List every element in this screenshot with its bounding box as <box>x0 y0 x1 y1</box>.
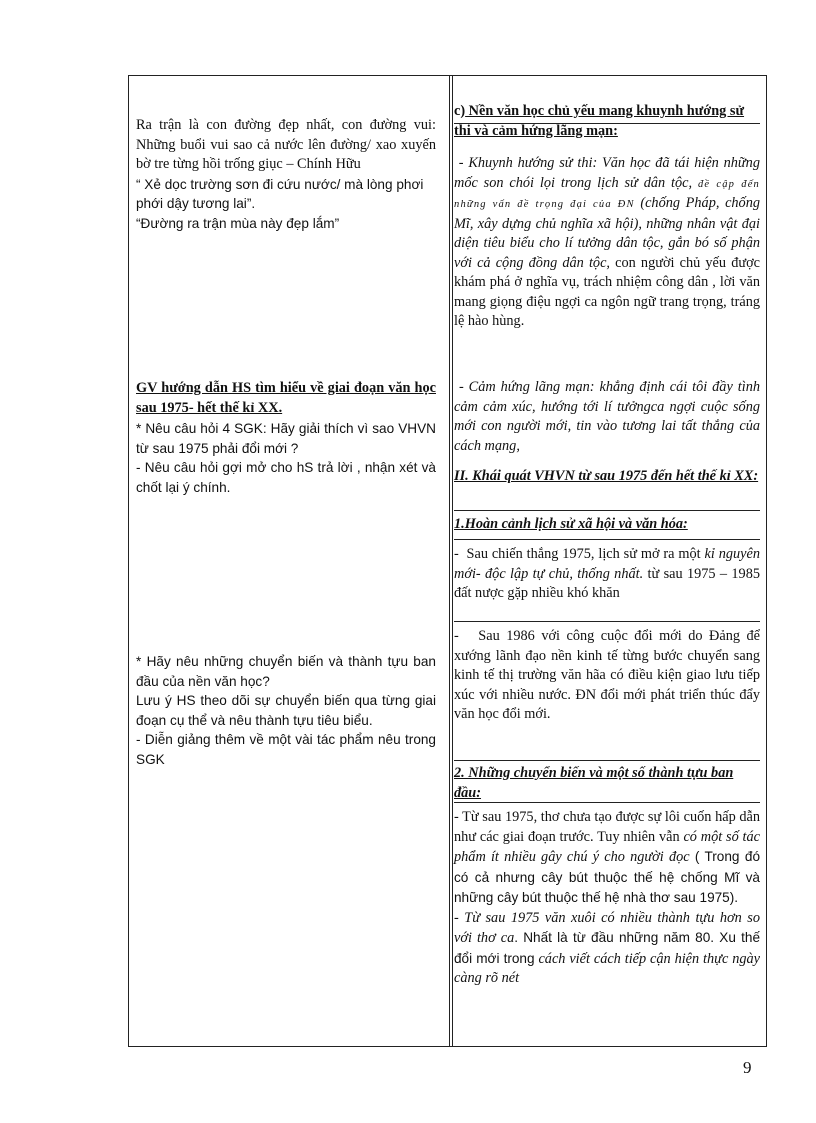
question-line: - Nêu câu hỏi gợi mở cho hS trả lời , nhận xét và chốt lại ý chính. <box>136 460 436 495</box>
column-divider <box>452 76 453 1046</box>
section-II-heading: II. Khái quát VHVN từ sau 1975 đến hết thế kỉ XX: <box>454 468 759 484</box>
column-divider <box>449 76 450 1046</box>
activity-heading: GV hướng dẫn HS tìm hiểu về giai đoạn văn học sau 1975- hết thế kỉ XX. <box>136 380 436 416</box>
section-rule <box>454 802 760 803</box>
lesson-table <box>128 75 767 1047</box>
romantic-inspiration-paragraph: - Cảm hứng lãng mạn: khẳng định cái tôi đầy tình cảm cảm xúc, hướng tới lí tưởngca ngợi cuộc sống mới con người mới, tin vào tương lai tất thắng của cách mạng, <box>454 379 760 454</box>
heading-underline <box>454 123 760 124</box>
section-rule <box>454 621 760 622</box>
subsection-2-heading: 2. Những chuyển biến và một số thành tựu ban đầu: <box>454 765 734 801</box>
epic-tendency-paragraph: - Khuynh hướng sử thi: Văn học đã tái hiện những mốc son chói lọi trong lịch sử dân tộc, đề cập đến những vấn đề trọng đại của ĐN (chống Pháp, chống Mĩ, xây dựng chủ nghĩa xã hội), những nhân vật đại diện tiêu biểu cho lí tưởng dân tộc, gắn bó số phận với cả cộng đồng dân tộc, con người chủ yếu được khám phá ở nghĩa vụ, trách nhiệm công dân , lời văn mang giọng điệu ngợi ca ngôn ngữ trang trọng, tráng lệ hào hùng. <box>454 155 761 329</box>
section-c-heading: c) Nền văn học chủ yếu mang khuynh hướng sử thi và cảm hứng lãng mạn: <box>454 103 745 139</box>
page-number: 9 <box>743 1058 752 1077</box>
subsection-1-heading: 1.Hoàn cảnh lịch sử xã hội và văn hóa: <box>454 516 688 532</box>
guidance-line: - Diễn giảng thêm về một vài tác phẩm nêu trong SGK <box>136 732 436 767</box>
quote-line: “Đường ra trận mùa này đẹp lắm” <box>136 215 340 231</box>
question-line: * Nêu câu hỏi 4 SGK: Hãy giải thích vì sao VHVN từ sau 1975 phải đổi mới ? <box>136 421 436 456</box>
prose-paragraph: - Từ sau 1975 văn xuôi có nhiều thành tựu hơn so với thơ ca. Nhất là từ đầu những năm 80. Xu thế đổi mới trong cách viết cách tiếp cận hiện thực ngày càng rõ nét <box>454 909 761 986</box>
section-rule <box>454 760 760 761</box>
guidance-line: Lưu ý HS theo dõi sự chuyển biến qua từng giai đoạn cụ thể và nêu thành tựu tiêu biểu. <box>136 693 436 728</box>
activity-guidance <box>136 652 436 769</box>
section-rule <box>454 510 760 511</box>
achievements-paragraph <box>454 808 760 989</box>
guidance-line: * Hãy nêu những chuyển biến và thành tựu ban đầu của nền văn học? <box>136 654 436 689</box>
poetry-paragraph: - Từ sau 1975, thơ chưa tạo được sự lôi cuốn hấp dẫn như các giai đoạn trước. Tuy nhiên vẫn có một số tác phẩm ít nhiều gây chú ý cho người đọc ( Trong đó có cả nhưng cây bút thuộc thế hệ chống Mĩ và những cây bút thuộc thế hệ nhà thơ sau 1975). <box>454 809 761 905</box>
historical-context-paragraph: - Sau chiến thắng 1975, lịch sử mở ra một kỉ nguyên mới- độc lập tự chủ, thống nhất. từ sau 1975 – 1985 đất nược gặp nhiều khó khăn <box>454 546 760 601</box>
quote-line: Ra trận là con đường đẹp nhất, con đường vui: Những buổi vui sao cả nước lên đường/ xao xuyến bờ tre từng hồi trống giục – Chính Hữu <box>136 117 436 172</box>
quote-line: “ Xẻ dọc trường sơn đi cứu nước/ mà lòng phơi phới dậy tương lai”. <box>136 176 424 211</box>
activity-questions <box>136 419 436 497</box>
quote-block <box>136 116 436 233</box>
section-rule <box>454 539 760 540</box>
renovation-paragraph: - Sau 1986 với công cuộc đổi mới do Đảng để xướng lãnh đạo nền kinh tế từng bước chuyển sang kinh tế thị trường văn hãa có điều kiện giao lưu tiếp xúc với nhiều nước. ĐN đổi mới phát triển thúc đẩy văn học đổi mới. <box>454 628 760 722</box>
